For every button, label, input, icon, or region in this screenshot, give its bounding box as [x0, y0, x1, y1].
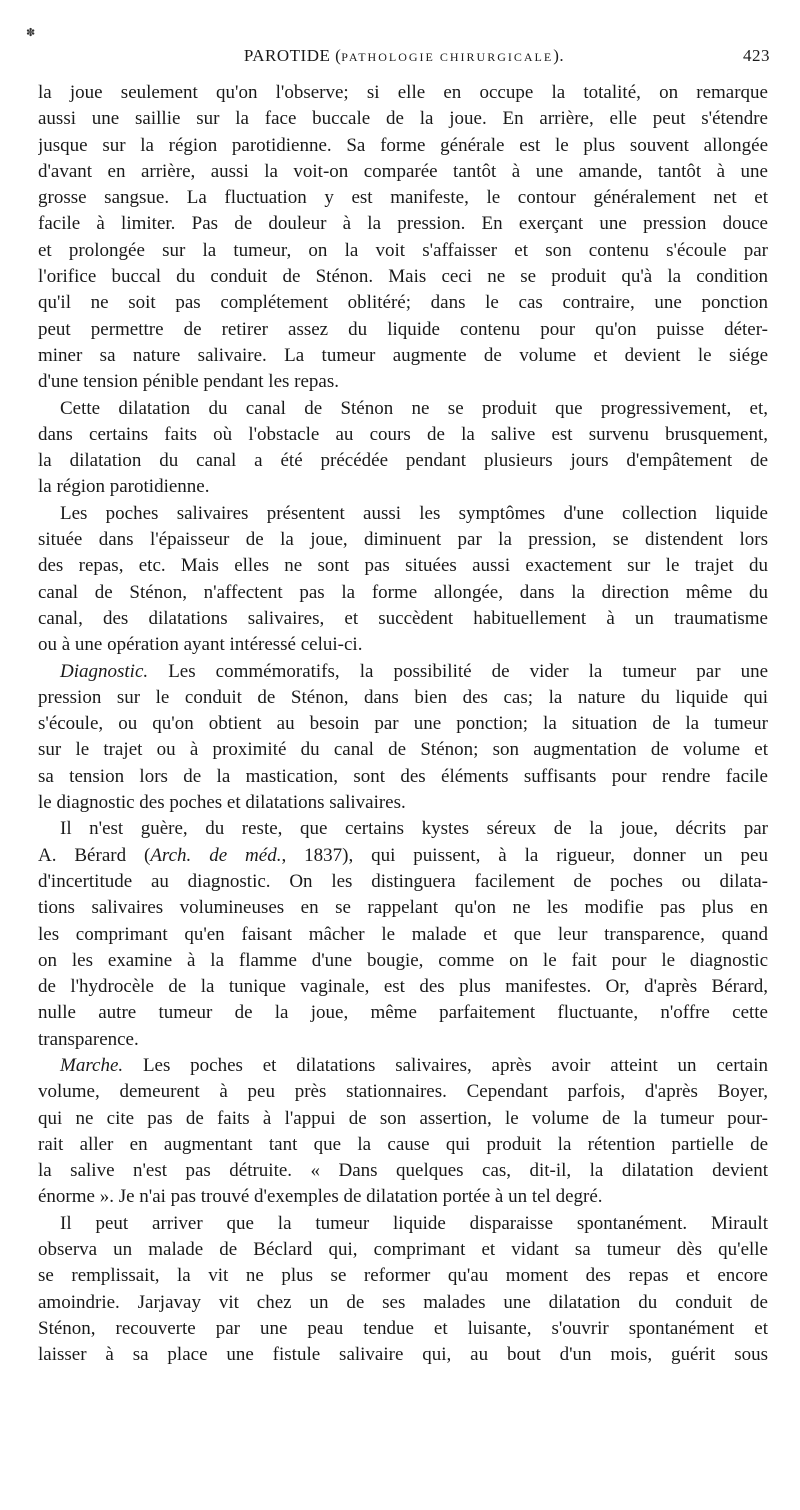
main-text [38, 80, 768, 1369]
text-line: la joue seulement qu'on l'observe; si elle en occupe la totalité, on remarque [38, 82, 768, 103]
text-line: la dilatation du canal a été précédée pendant plusieurs jours d'empâtement de [38, 450, 768, 472]
text-line: facile à limiter. Pas de douleur à la pression. En exerçant une pression douce [38, 213, 768, 235]
text-line: Diagnostic. Les commémoratifs, la possibilité de vider la tumeur par une [60, 660, 768, 682]
page-title: PAROTIDE (PATHOLOGIE CHIRURGICALE). [243, 46, 565, 65]
text-line: canal de Sténon, n'affectent pas la forme allongée, dans la direction même du [38, 581, 768, 603]
section-heading-marche: Marche. [60, 1054, 124, 1076]
text-line: se remplissait, la vit ne plus se reformer qu'au moment des repas et encore [38, 1265, 768, 1287]
text-line: rait aller en augmentant tant que la cause qui produit la rétention partielle de [38, 1133, 768, 1155]
text-line: grosse sangsue. La fluctuation y est manifeste, le contour généralement net et [38, 187, 768, 209]
text-line: d'une tension pénible pendant les repas. [38, 371, 340, 393]
text-line: située dans l'épaisseur de la joue, diminuent par la pression, se distendent lors [38, 529, 768, 551]
text-line: peut permettre de retirer assez du liquide contenu pour qu'on puisse déter- [38, 318, 768, 340]
text-line: s'écoule, ou qu'on obtient au besoin par une ponction; la situation de la tumeur [38, 713, 768, 735]
text-line: Marche. Les poches et dilatations salivaires, après avoir atteint un certain [60, 1054, 768, 1076]
section-heading-diagnostic: Diagnostic. [60, 660, 149, 682]
text-line: Cette dilatation du canal de Sténon ne se produit que progressivement, et, [60, 397, 768, 419]
text-line: tions salivaires volumineuses en se rappelant qu'on ne les modifie pas plus en [38, 897, 768, 919]
text-line: Sténon, recouverte par une peau tendue et luisante, s'ouvrir spontanément et [38, 1317, 768, 1339]
text-line: dans certains faits où l'obstacle au cours de la salive est survenu brusquement, [38, 423, 768, 445]
text-line: Il peut arriver que la tumeur liquide disparaisse spontanément. Mirault [60, 1212, 768, 1234]
corner-mark: ✽ [26, 27, 36, 39]
text-line: aussi une saillie sur la face buccale de la joue. En arrière, elle peut s'étendre [38, 108, 768, 130]
text-line: A. Bérard (Arch. de méd., 1837), qui puissent, à la rigueur, donner un peu [38, 844, 768, 866]
title-subtitle: PATHOLOGIE CHIRURGICALE [341, 50, 554, 64]
text-line: de l'hydrocèle de la tunique vaginale, est des plus manifestes. Or, d'après Bérard, [38, 976, 768, 998]
text-line: sa tension lors de la mastication, sont des éléments suffisants pour rendre facile [38, 765, 768, 787]
text-line: Il n'est guère, du reste, que certains kystes séreux de la joue, décrits par [60, 818, 768, 840]
text-line: on les examine à la flamme d'une bougie, comme on le fait pour le diagnostic [38, 949, 768, 971]
text-line: canal, des dilatations salivaires, et succèdent habituellement à un traumatisme [38, 607, 768, 629]
text-line: volume, demeurent à peu près stationnaires. Cependant parfois, d'après Boyer, [38, 1081, 768, 1103]
running-header [38, 46, 770, 72]
text-line: pression sur le conduit de Sténon, dans bien des cas; la nature du liquide qui [38, 686, 768, 708]
text-line: ou à une opération ayant intéressé celui-ci. [38, 634, 363, 656]
text-line: miner sa nature salivaire. La tumeur augmente de volume et devient le siége [38, 344, 768, 366]
text-line: jusque sur la région parotidienne. Sa forme générale est le plus souvent allongée [38, 134, 768, 156]
text-line: énorme ». Je n'ai pas trouvé d'exemples de dilatation portée à un tel degré. [38, 1186, 603, 1208]
text-line: d'avant en arrière, aussi la voit-on comparée tantôt à une amande, tantôt à une [38, 160, 768, 182]
page-number: 423 [743, 46, 770, 65]
text-line: laisser à sa place une fistule salivaire qui, au bout d'un mois, guérit sous [38, 1344, 768, 1366]
text-line: les comprimant qu'en faisant mâcher le malade et que leur transparence, quand [38, 923, 768, 945]
text-line: d'incertitude au diagnostic. On les distinguera facilement de poches ou dilata- [38, 870, 768, 892]
text-line: observa un malade de Béclard qui, comprimant et vidant sa tumeur dès qu'elle [38, 1239, 768, 1261]
text-line: nulle autre tumeur de la joue, même parfaitement fluctuante, n'offre cette [38, 1002, 768, 1024]
text-line: la salive n'est pas détruite. « Dans quelques cas, dit-il, la dilatation devient [38, 1160, 768, 1182]
text-line: l'orifice buccal du conduit de Sténon. Mais ceci ne se produit qu'à la condition [38, 266, 768, 288]
text-line: le diagnostic des poches et dilatations salivaires. [38, 792, 406, 814]
text-line: amoindrie. Jarjavay vit chez un de ses malades une dilatation du conduit de [38, 1291, 768, 1313]
text-line: la région parotidienne. [38, 476, 210, 498]
text-line: sur le trajet ou à proximité du canal de Sténon; son augmentation de volume et [38, 739, 768, 761]
text-line: qu'il ne soit pas complétement oblitéré; dans le cas contraire, une ponction [38, 292, 768, 314]
text-line: des repas, etc. Mais elles ne sont pas situées aussi exactement sur le trajet du [38, 555, 768, 577]
text-line: et prolongée sur la tumeur, on la voit s'affaisser et son contenu s'écoule par [38, 239, 768, 261]
text-line: transparence. [38, 1028, 139, 1050]
text-line: qui ne cite pas de faits à l'appui de son assertion, le volume de la tumeur pour- [38, 1107, 768, 1129]
text-line: Les poches salivaires présentent aussi les symptômes d'une collection liquide [60, 502, 768, 524]
citation-journal: Arch. de méd. [150, 844, 282, 866]
